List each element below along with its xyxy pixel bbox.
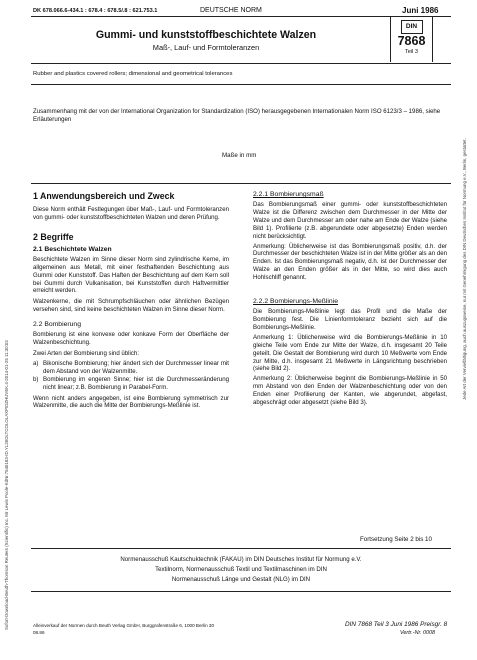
document-title: Gummi- und kunststoffbeschichtete Walzen <box>95 29 317 41</box>
footer-issue-code: 08.86 <box>33 630 45 635</box>
committee-bottom-rule <box>31 591 451 592</box>
document-subtitle: Maß-, Lauf- und Formtoleranzen <box>152 43 260 52</box>
committee-top-rule <box>31 548 451 549</box>
section-2-1-text-1: Beschichtete Walzen im Sinne dieser Norm sind zylindrische Kerne, im allgemeinen aus Metall, mit einer festhaftenden Beschichtung aus Gummi oder Kunststoff. Das Haften der Beschichtung auf dem Kern soll bei Gummi durch Vulkanisation, bei Kunststoffen durch Haftvermittler erreicht werden. <box>33 255 229 295</box>
committee-list <box>31 555 451 585</box>
committee-2: Textilnorm, Normenausschuß Textil und Textilmaschinen im DIN <box>155 566 327 573</box>
section-2-2-text-3: Wenn nicht anders angegeben, ist eine Bombierung symmetrisch zur Walzenmitte, die auch die Mitte der Bombierungs-Meßlinie ist. <box>33 394 229 410</box>
body-top-rule <box>31 183 451 184</box>
list-item-b-label: b) <box>33 375 39 383</box>
footer-sales-note: Alleinverkauf der Normen durch Beuth Verlag GmbH, Burggrafenstraße 6, 1000 Berlin 30 <box>33 623 215 628</box>
dk-code: DK 678.066.6-434.1 : 678.4 : 678.5/.8 : 621.753.1 <box>33 8 158 14</box>
din-logo: DIN <box>401 20 423 34</box>
din-number: 7868 <box>397 34 426 48</box>
right-column <box>253 191 447 407</box>
section-1-text: Diese Norm enthält Festlegungen über Maß-, Lauf- und Formtoleranzen von gummi- oder kunststoffbeschichteten Walzen und deren Prüfung. <box>33 206 229 221</box>
standard-type: DEUTSCHE NORM <box>200 7 262 14</box>
side-copyright-note: Jede Art der Vervielfältigung, auch auszugsweise, nur mit Genehmigung des DIN Deutsches Institut für Normung e.V., Berlin, gestattet. <box>462 138 467 400</box>
section-2-2-text-1: Bombierung ist eine konvexe oder konkave Form der Oberfläche der Walzenbeschichtung. <box>33 331 229 347</box>
section-2-heading: 2 Begriffe <box>33 231 74 242</box>
iso-relation-note: Zusammenhang mit der von der International Organization for Standardization (ISO) herausgegebenen Internationalen Norm ISO 6123/3 – 1986, siehe Erläuterungen <box>33 108 441 123</box>
side-download-note: Sofort-Download-Beuth-Thomson Reuters (Scientific) Inc. Mr Lewis Poole-KdNr.7546183-ID.YL28OLTCOLOLAXPIDZHUVEK.4-2014-01-25 11:30:03 <box>4 340 9 630</box>
list-item-b-text: Bombierung im engeren Sinne; hier ist die Durchmesseränderung nicht linear; z.B. Bombierung in Parabel-Form. <box>43 375 229 391</box>
section-2-2-1-heading: 2.2.1 Bombierungsmaß <box>253 191 324 198</box>
footer-din-reference: DIN 7868 Teil 3 Juni 1986 Preisgr. 8 <box>345 621 448 628</box>
footer-contract-number: Vertr.-Nr. 0008 <box>400 630 436 636</box>
section-2-2-2-heading: 2.2.2 Bombierungs-Meßlinie <box>253 298 339 306</box>
section-1-heading: 1 Anwendungsbereich und Zweck <box>33 191 175 201</box>
units-note: Maße in mm <box>222 152 257 159</box>
list-item-a-label: a) <box>33 359 39 367</box>
section-2-2-2-text: Die Bombierungs-Meßlinie legt das Profil und die Maße der Bombierung fest. Die Linienformtoleranz bezieht sich auf die Bombierungs-Meßlinie. <box>253 308 447 331</box>
section-2-2-1-text: Das Bombierungsmaß einer gummi- oder kunststoffbeschichteten Walze ist die Differenz zwischen dem Durchmesser in der Mitte der Walze und dem Durchmesser am oder nahe am Ende der Walze (siehe Bild 1). Profilierte (z.B. abgerundete oder abgesetzte) Enden werden nicht berücksichtigt. <box>253 201 447 240</box>
section-2-1-text-2: Walzenkerne, die mit Schrumpfschläuchen oder ähnlichen Bezügen versehen sind, sind keine beschichteten Walzen im Sinne dieser Norm. <box>33 298 229 314</box>
list-item-a-text: Bikonische Bombierung; hier ändert sich der Durchmesser linear mit dem Abstand von der Walzenmitte. <box>43 359 229 375</box>
section-2-2-heading: 2.2 Bombierung <box>33 321 81 329</box>
list-item-a <box>33 360 229 376</box>
list-item-b <box>33 376 229 392</box>
section-2-2-1-note: Anmerkung: Üblicherweise ist das Bombierungsmaß positiv, d.h. der Durchmesser der beschichteten Walze ist in der Mitte größer als an den Enden. Ist das Bombierungsmaß negativ, d.h. ist der Durchmesser der Walze an den Enden größer als in der Mitte, so wird dies auch Hohlschliff genannt. <box>253 242 447 282</box>
issue-date: Juni 1986 <box>402 6 439 15</box>
din-number-box <box>390 17 433 62</box>
committee-1: Normenausschuß Kautschuktechnik (FAKAU) im DIN Deutsches Institut für Normung e.V. <box>120 556 362 563</box>
english-title: Rubber and plastics covered rollers; dimensional and geometrical tolerances <box>33 71 233 77</box>
english-title-rule <box>31 84 451 85</box>
section-2-2-2-note-2: Anmerkung 2: Üblicherweise beginnt die Bombierungs-Meßlinie in 50 mm Abstand von den Enden der Walzenbeschichtung oder von den Enden einer Profilierung der Kanten, wie abgerundet, abgefast, abgeschrägt oder abgesetzt (siehe Bild 3). <box>253 375 447 407</box>
left-column <box>33 191 229 410</box>
continuation-note: Fortsetzung Seite 2 bis 10 <box>360 536 432 543</box>
section-2-1-heading: 2.1 Beschichtete Walzen <box>33 245 112 253</box>
part-number: Teil 3 <box>404 49 419 55</box>
section-2-2-2-note-1: Anmerkung 1: Üblicherweise wird die Bombierungs-Meßlinie in 10 gleiche Teile vom Ende zur Mitte der Walze, d.h. insgesamt 20 Teile geteilt. Die Gestalt der Bombierung wird durch 10 Meßwerte vom Ende zur Mitte, d.h. insgesamt 21 Meßwerte in Längsrichtung beschrieben (siehe Bild 2). <box>253 333 447 373</box>
section-2-2-text-2: Zwei Arten der Bombierung sind üblich: <box>33 349 140 357</box>
committee-3: Normenausschuß Länge und Gestalt (NLG) im DIN <box>171 576 311 583</box>
